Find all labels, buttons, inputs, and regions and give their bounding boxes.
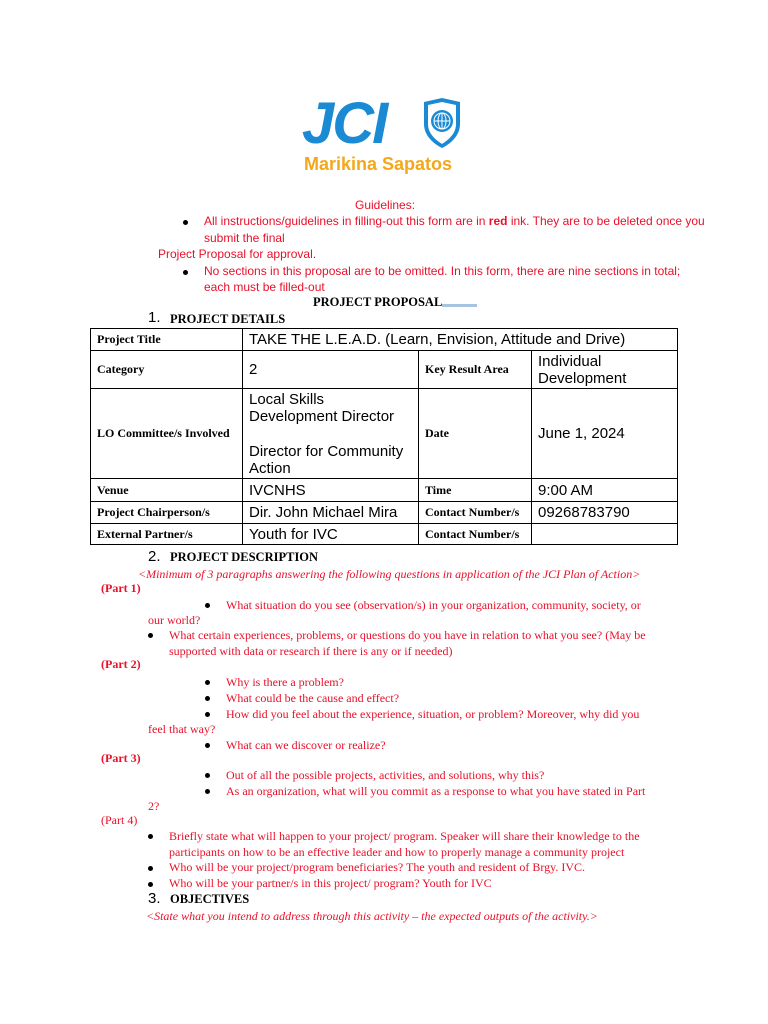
bullet (205, 680, 210, 685)
p4-q3: Who will be your partner/s in this project/ program? Youth for IVC (169, 876, 492, 890)
p2-q4: What can we discover or realize? (226, 738, 386, 752)
logo-wordmark: JCI (302, 91, 387, 156)
guideline-bullet (183, 270, 188, 275)
project-title-label: Project Title (91, 329, 243, 351)
bullet (205, 773, 210, 778)
jci-logo (300, 91, 470, 180)
chair-label: Project Chairperson/s (91, 502, 243, 524)
committee-label: LO Committee/s Involved (91, 389, 243, 479)
contact2-label: Contact Number/s (419, 524, 532, 545)
project-title-value: TAKE THE L.E.A.D. (Learn, Envision, Attitude and Drive) (243, 329, 678, 351)
section2-number: 2. (148, 548, 161, 565)
bullet (205, 696, 210, 701)
guideline-cont: Project Proposal for approval. (158, 247, 317, 261)
guideline-item-1-text-a: All instructions/guidelines in filling-out this form are in (204, 214, 489, 228)
bullet (205, 743, 210, 748)
section3-title: OBJECTIVES (170, 892, 250, 906)
kra-value: Individual Development (532, 351, 678, 389)
guideline-item-1-text-b: ink. They are to be deleted once you (507, 214, 705, 228)
logo-subtitle: Marikina Sapatos (304, 154, 453, 174)
contact-label: Contact Number/s (419, 502, 532, 524)
time-value: 9:00 AM (532, 479, 678, 502)
date-value: June 1, 2024 (532, 389, 678, 479)
doc-title: PROJECT PROPOSAL (313, 295, 443, 309)
p1-q2-cont: supported with data or research if there is any or if needed) (169, 644, 453, 658)
p3-q2: As an organization, what will you commit as a response to what you have stated in Part (226, 784, 646, 798)
p3-q2-cont: 2? (148, 799, 160, 813)
p1-q1-cont: our world? (148, 613, 201, 627)
bullet (148, 882, 153, 887)
part4-label: (Part 4) (101, 813, 138, 827)
committee-1: Local Skills Development Director (249, 390, 395, 425)
guideline-item-2-cont: each must be filled-out (204, 280, 325, 294)
section1-number: 1. (148, 309, 161, 326)
bullet (205, 603, 210, 608)
kra-label: Key Result Area (419, 351, 532, 389)
section2-title: PROJECT DESCRIPTION (170, 550, 319, 564)
p4-q1: Briefly state what will happen to your project/ program. Speaker will share their knowledge to the (169, 829, 640, 843)
partner-label: External Partner/s (91, 524, 243, 545)
p2-q1: Why is there a problem? (226, 675, 344, 689)
guideline-item-1-cont: submit the final (204, 231, 285, 245)
section1-title: PROJECT DETAILS (170, 312, 286, 326)
project-details-table (90, 328, 678, 545)
committee-value (243, 389, 419, 479)
part3-label: (Part 3) (101, 751, 141, 765)
bullet (148, 834, 153, 839)
committee-2: Director for Community Action (249, 442, 404, 477)
section3-number: 3. (148, 890, 161, 907)
category-value: 2 (243, 351, 419, 389)
guideline-bullet (183, 220, 188, 225)
bullet (205, 789, 210, 794)
p2-q3: How did you feel about the experience, situation, or problem? Moreover, why did you (226, 707, 640, 721)
guideline-red-word: red (488, 214, 508, 228)
p2-q2: What could be the cause and effect? (226, 691, 400, 705)
p1-q1: What situation do you see (observation/s) in your organization, community, society, or (226, 598, 641, 612)
guidelines-heading: Guidelines: (355, 198, 416, 212)
title-underline (442, 304, 477, 307)
p4-q2: Who will be your project/program beneficiaries? The youth and resident of Brgy. IVC. (169, 860, 585, 874)
partner-value: Youth for IVC (243, 524, 419, 545)
part1-label: (Part 1) (101, 581, 141, 595)
p3-q1: Out of all the possible projects, activities, and solutions, why this? (226, 768, 545, 782)
p1-q2: What certain experiences, problems, or questions do you have in relation to what you see? (May be (169, 628, 646, 642)
p4-q1-cont: participants on how to be an effective leader and how to properly manage a community project (169, 845, 625, 859)
bullet (205, 712, 210, 717)
contact-value: 09268783790 (532, 502, 678, 524)
p2-q3-cont: feel that way? (148, 722, 216, 736)
date-label: Date (419, 389, 532, 479)
bullet (148, 633, 153, 638)
contact2-value (532, 524, 678, 545)
chair-value: Dir. John Michael Mira (243, 502, 419, 524)
venue-label: Venue (91, 479, 243, 502)
venue-value: IVCNHS (243, 479, 419, 502)
guideline-item-2: No sections in this proposal are to be omitted. In this form, there are nine sections in total; (204, 264, 681, 278)
time-label: Time (419, 479, 532, 502)
guideline-item-1 (204, 214, 705, 228)
part2-label: (Part 2) (101, 657, 141, 671)
category-label: Category (91, 351, 243, 389)
bullet (148, 866, 153, 871)
section3-instruction: <State what you intend to address through this activity – the expected outputs of the activity.> (146, 909, 598, 923)
jci-shield-icon (420, 96, 464, 150)
section2-instruction: <Minimum of 3 paragraphs answering the following questions in application of the JCI Plan of Action> (138, 567, 641, 581)
